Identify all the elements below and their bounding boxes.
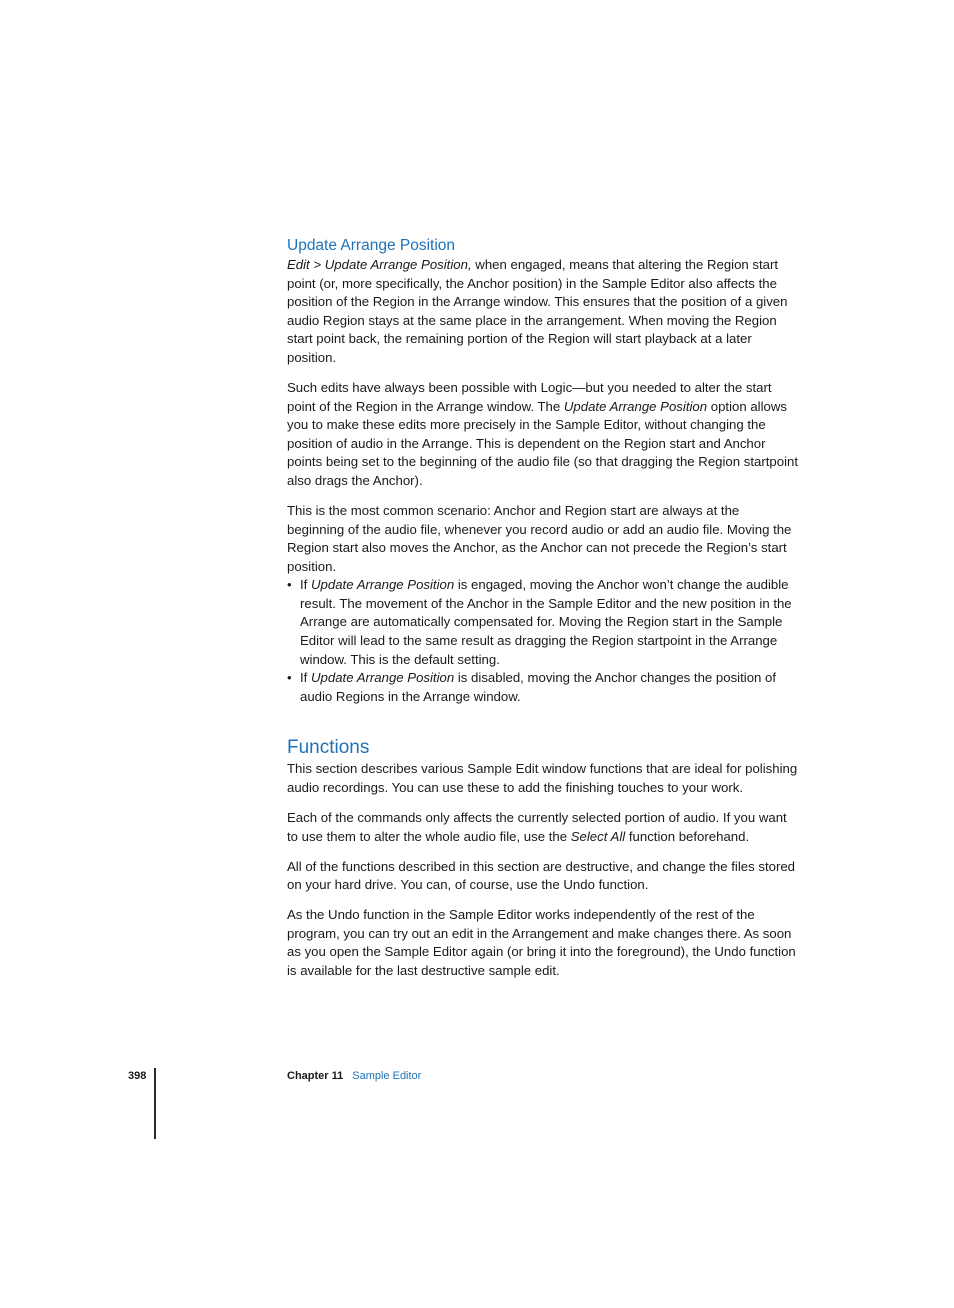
chapter-label: Chapter 11 [287,1070,344,1082]
section-heading-update-arrange-position: Update Arrange Position [287,237,456,254]
list-item-text: If [300,670,311,686]
bullet-icon: • [287,577,292,593]
paragraph-functions-intro: This section describes various Sample Edit window functions that are ideal for polishing audio recordings. You can use these to add the finishing touches to your work. [287,761,798,796]
page-content [287,236,799,992]
footer-divider [154,1068,156,1139]
list-item [287,669,799,706]
chapter-title: Sample Editor [352,1070,422,1082]
paragraph-undo-function: As the Undo function in the Sample Editor works independently of the rest of the program, you can try out an edit in the Arrangement and make changes there. As soon as you open the Sample Editor again (or bring it into the foreground), the Undo function is available for the last destructive sample edit. [287,907,796,978]
page-number: 398 [128,1070,147,1082]
paragraph-text: Such edits have always been possible with Logic—but you needed to alter the start point of the Region in the Arrange window. The [287,379,772,414]
list-item-text: is engaged, moving the Anchor won’t change the audible result. The movement of the Anchor in the Sample Editor and the new position in the Arrange are automatically compensated for. Moving the Region start in the Sample Editor will lead to the same result as dragging the Region startpoint in the Arrange window. This is the default setting. [300,577,792,667]
list-item-text: If [300,577,311,593]
paragraph-commands-selection [287,809,799,846]
paragraph-text: option allows you to make these edits more precisely in the Sample Editor, without changing the position of audio in the Arrange. This is dependent on the Region start and Anchor points being set to the beginning of the audio file (so that dragging the Region startpoint also drags the Anchor). [287,398,799,488]
option-name-emphasis: Update Arrange Position [311,670,455,686]
bullet-icon: • [287,670,292,686]
paragraph-text: when engaged, means that altering the Region start point (or, more specifically, the Anchor position) in the Sample Editor also affects the position of the Region in the Arrange window. This ensures that the position of a given audio Region stays at the same place in the arrangement. When moving the Region start point back, the remaining portion of the Region will start playback at a later position. [287,257,788,365]
list-item-text: is disabled, moving the Anchor changes the position of audio Regions in the Arrange window. [300,670,777,704]
paragraph-edits-possible [287,379,799,491]
paragraph-common-scenario: This is the most common scenario: Anchor and Region start are always at the beginning of the audio file, whenever you record audio or add an audio file. Moving the Region start also moves the Anchor, as the Anchor can not precede the Region’s start position. [287,502,792,574]
bullet-list [287,576,799,706]
paragraph-update-arrange-intro [287,256,799,368]
option-name-emphasis: Update Arrange Position [311,577,455,593]
option-name-emphasis: Update Arrange Position [563,398,708,414]
list-item [287,576,799,669]
menu-path-emphasis: Edit > Update Arrange Position, [287,257,472,272]
paragraph-text: Each of the commands only affects the currently selected portion of audio. If you want to use them to alter the whole audio file, use the [287,810,787,844]
section-heading-functions: Functions [287,737,370,759]
paragraph-text: function beforehand. [625,828,750,844]
command-name-emphasis: Select All [570,828,626,844]
footer-chapter [287,1070,421,1082]
paragraph-destructive-functions: All of the functions described in this section are destructive, and change the files stored on your hard drive. You can, of course, use the Undo function. [287,858,796,893]
